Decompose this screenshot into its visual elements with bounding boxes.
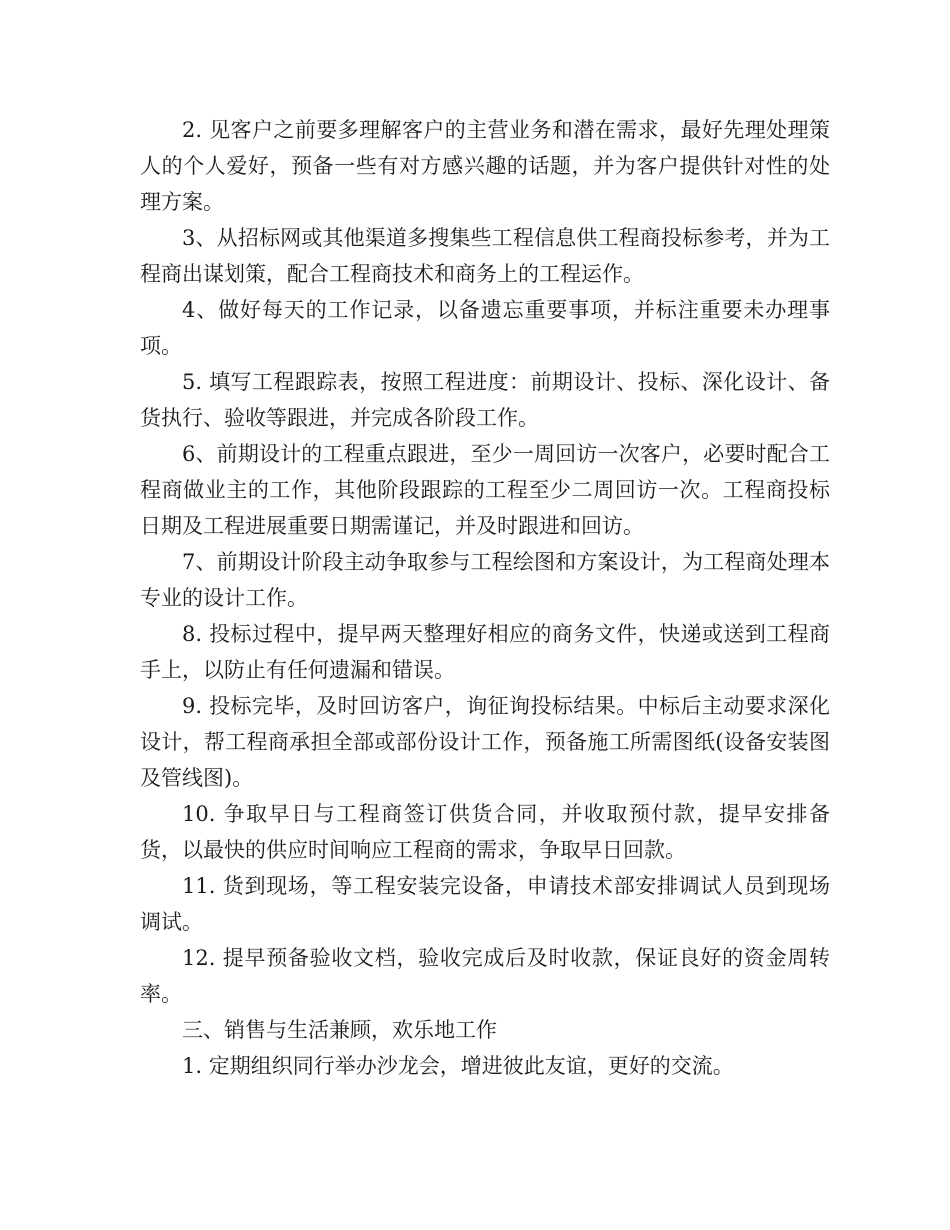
paragraph-item-7: 7、前期设计阶段主动争取参与工程绘图和方案设计，为工程商处理本专业的设计工作。 (140, 550, 830, 610)
paragraph-item-11: 11. 货到现场，等工程安装完设备，申请技术部安排调试人员到现场调试。 (140, 874, 830, 934)
paragraph-item-10: 10. 争取早日与工程商签订供货合同，并收取预付款，提早安排备货，以最快的供应时间响应工程商的需求，争取早日回款。 (140, 802, 830, 862)
paragraph-item-2: 2. 见客户之前要多理解客户的主营业务和潜在需求，最好先理处理策人的个人爱好，预备一些有对方感兴趣的话题，并为客户提供针对性的处理方案。 (140, 118, 830, 214)
paragraph-item-4: 4、做好每天的工作记录，以备遗忘重要事项，并标注重要未办理事项。 (140, 298, 830, 358)
paragraph-item-3: 3、从招标网或其他渠道多搜集些工程信息供工程商投标参考，并为工程商出谋划策，配合工程商技术和商务上的工程运作。 (140, 226, 830, 286)
section-heading: 三、销售与生活兼顾，欢乐地工作 (182, 1018, 497, 1042)
paragraph-item-1: 1. 定期组织同行举办沙龙会，增进彼此友谊，更好的交流。 (182, 1054, 734, 1078)
paragraph-item-9: 9. 投标完毕，及时回访客户，询征询投标结果。中标后主动要求深化设计，帮工程商承担全部或部份设计工作，预备施工所需图纸(设备安装图及管线图)。 (140, 694, 830, 790)
paragraph-item-12: 12. 提早预备验收文档，验收完成后及时收款，保证良好的资金周转率。 (140, 946, 830, 1006)
paragraph-item-5: 5. 填写工程跟踪表，按照工程进度：前期设计、投标、深化设计、备货执行、验收等跟进，并完成各阶段工作。 (140, 370, 830, 430)
document-body (140, 112, 830, 1084)
paragraph-item-8: 8. 投标过程中，提早两天整理好相应的商务文件，快递或送到工程商手上，以防止有任何遗漏和错误。 (140, 622, 830, 682)
paragraph-item-6: 6、前期设计的工程重点跟进，至少一周回访一次客户，必要时配合工程商做业主的工作，其他阶段跟踪的工程至少二周回访一次。工程商投标日期及工程进展重要日期需谨记，并及时跟进和回访。 (140, 442, 830, 538)
